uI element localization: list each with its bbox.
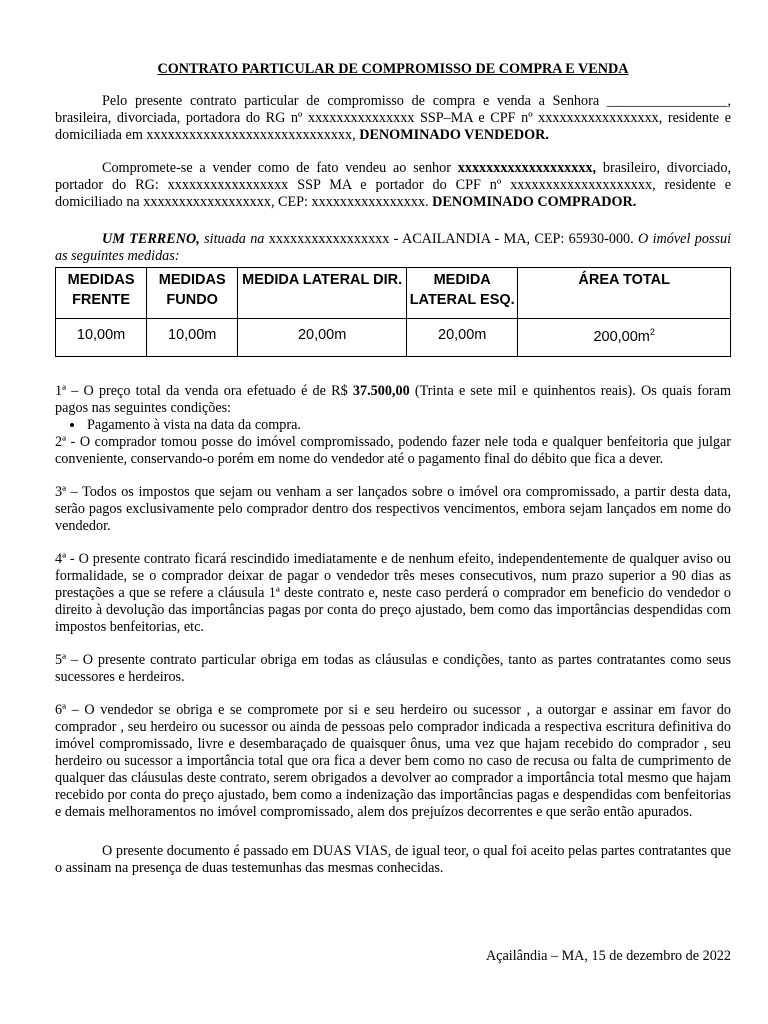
clause-2-number: 2ª	[55, 434, 67, 450]
value-medida-lateral-dir: 20,00m	[238, 319, 407, 357]
payment-list	[55, 417, 731, 434]
closing-paragraph: O presente documento é passado em DUAS VIAS, de igual teor, o qual foi aceito pelas partes contratantes que o assinam na presença de duas testemunhas das mesmas conhecidas.	[55, 843, 731, 876]
property-located: situada na	[199, 231, 269, 247]
clause-1-text: – O preço total da venda ora efetuado é de R$	[66, 383, 353, 399]
buyer-intro: Compromete-se a vender como de fato vendeu ao senhor	[102, 160, 458, 176]
header-medida-lateral-dir: MEDIDA LATERAL DIR.	[238, 268, 407, 319]
clause-6	[55, 702, 731, 821]
clause-1-number: 1ª	[55, 383, 67, 399]
value-area-total	[518, 319, 731, 357]
area-unit-superscript: 2	[649, 327, 655, 338]
document-page	[55, 61, 731, 877]
list-item: • Pagamento à vista na data da compra.	[85, 417, 731, 434]
clause-1-conditions: (Trinta e sete mil e quinhentos reais). Os quais foram pagos nas seguintes condições:	[55, 383, 731, 416]
buyer-paragraph	[55, 160, 731, 211]
property-paragraph	[55, 231, 731, 265]
measurements-table	[55, 267, 731, 357]
value-medida-lateral-esq: 20,00m	[407, 319, 518, 357]
buyer-text: brasileiro, divorciado, portador do RG: xxxxxxxxxxxxxxxxx SSP MA e portador do CPF nº xxxxxxxxxxxxxxxxxxxx, residente e domiciliado na xxxxxxxxxxxxxxxxxx, CEP: xxxxxxxxxxxxxxxx.	[55, 160, 732, 210]
document-title: CONTRATO PARTICULAR DE COMPROMISSO DE COMPRA E VENDA	[157, 61, 629, 77]
clause-2-text: - O comprador tomou posse do imóvel compromissado, podendo fazer nele toda e qualquer benfeitoria que julgar conveniente, conservando-o porém em nome do vendedor até o pagamento final do débito que fica a dever.	[55, 434, 731, 467]
clause-5-number: 5ª	[55, 652, 67, 668]
clause-4-number: 4ª	[55, 551, 67, 567]
buyer-name: xxxxxxxxxxxxxxxxxxx,	[457, 160, 597, 176]
property-measures-intro: O imóvel possui as seguintes medidas:	[55, 231, 732, 264]
header-area-total: ÁREA TOTAL	[518, 268, 731, 319]
value-medidas-frente: 10,00m	[56, 319, 147, 357]
property-heading: UM TERRENO,	[102, 231, 200, 247]
header-medidas-frente: MEDIDAS FRENTE	[56, 268, 147, 319]
clause-3	[55, 484, 731, 535]
area-total-value: 200,00m	[593, 328, 650, 345]
signature-date: Açailândia – MA, 15 de dezembro de 2022	[485, 948, 731, 964]
seller-paragraph	[55, 93, 731, 144]
clause-2	[55, 434, 731, 468]
clause-4	[55, 551, 731, 636]
clause-6-number: 6ª	[55, 702, 67, 718]
clause-5-text: – O presente contrato particular obriga em todas as cláusulas e condições, tanto as partes contratantes como seus sucessores e herdeiros.	[55, 652, 731, 685]
buyer-designation: DENOMINADO COMPRADOR.	[432, 194, 637, 210]
header-medidas-fundo: MEDIDAS FUNDO	[147, 268, 238, 319]
clause-5	[55, 652, 731, 686]
clause-3-text: – Todos os impostos que sejam ou venham a ser lançados sobre o imóvel ora compromissado, a partir desta data, serão pagos exclusivamente pelo comprador dentro dos respectivos vencimentos, embora sejam lançados em nome do vendedor.	[55, 484, 731, 534]
header-medida-lateral-esq: MEDIDA LATERAL ESQ.	[407, 268, 518, 319]
property-address: xxxxxxxxxxxxxxxxx - ACAILANDIA - MA, CEP: 65930-000.	[268, 231, 634, 247]
table-row	[56, 319, 731, 357]
table-header-row	[56, 268, 731, 319]
clause-1	[55, 383, 731, 417]
seller-text: Pelo presente contrato particular de compromisso de compra e venda a Senhora _________________, brasileira, divorciada, portadora do RG nº xxxxxxxxxxxxxxx SSP–MA e CPF nº xxxxxxxxxxxxxxxxx, residente e domiciliada em xxxxxxxxxxxxxxxxxxxxxxxxxxxxx,	[55, 93, 731, 143]
value-medidas-fundo: 10,00m	[147, 319, 238, 357]
clause-1-price: 37.500,00	[352, 383, 410, 399]
clause-6-text: – O vendedor se obriga e se compromete por si e seu herdeiro ou sucessor , a outorgar e assinar em favor do comprador , seu herdeiro ou sucessor ou ainda de pessoas pelo comprador indicada a respectiva escritura definitiva do imóvel compromissado, livre e desembaraçado de quaisquer ônus, uma vez que hajam recebido do comprador , seu herdeiro ou sucessor a importância total que ora fica a dever bem como no caso de recusa ou falta de cumprimento de qualquer das cláusulas deste contrato, serem obrigados a devolver ao comprador a importância total mesmo que hajam recebido por conta do preço ajustado, bem como a indenização das importâncias pagas e despendidas com benfeitorias e demais melhoramentos no imóvel compromissado, alem dos prejuízos decorrentes e que serão então apurados.	[55, 702, 731, 820]
clause-3-number: 3ª	[55, 484, 67, 500]
seller-designation: DENOMINADO VENDEDOR.	[359, 127, 549, 143]
clause-4-text: - O presente contrato ficará rescindido imediatamente e de nenhum efeito, independentemente de qualquer aviso ou formalidade, se o comprador deixar de pagar o vendedor três meses consecutivos, num prazo superior a 90 dias as prestações a que se refere a cláusula 1ª deste contrato e, neste caso perderá o comprador em beneficio do vendedor o direito à devolução das importâncias pagas por conta do preço ajustado, bem como das importâncias despendidas com impostos benfeitorias, etc.	[55, 551, 731, 635]
